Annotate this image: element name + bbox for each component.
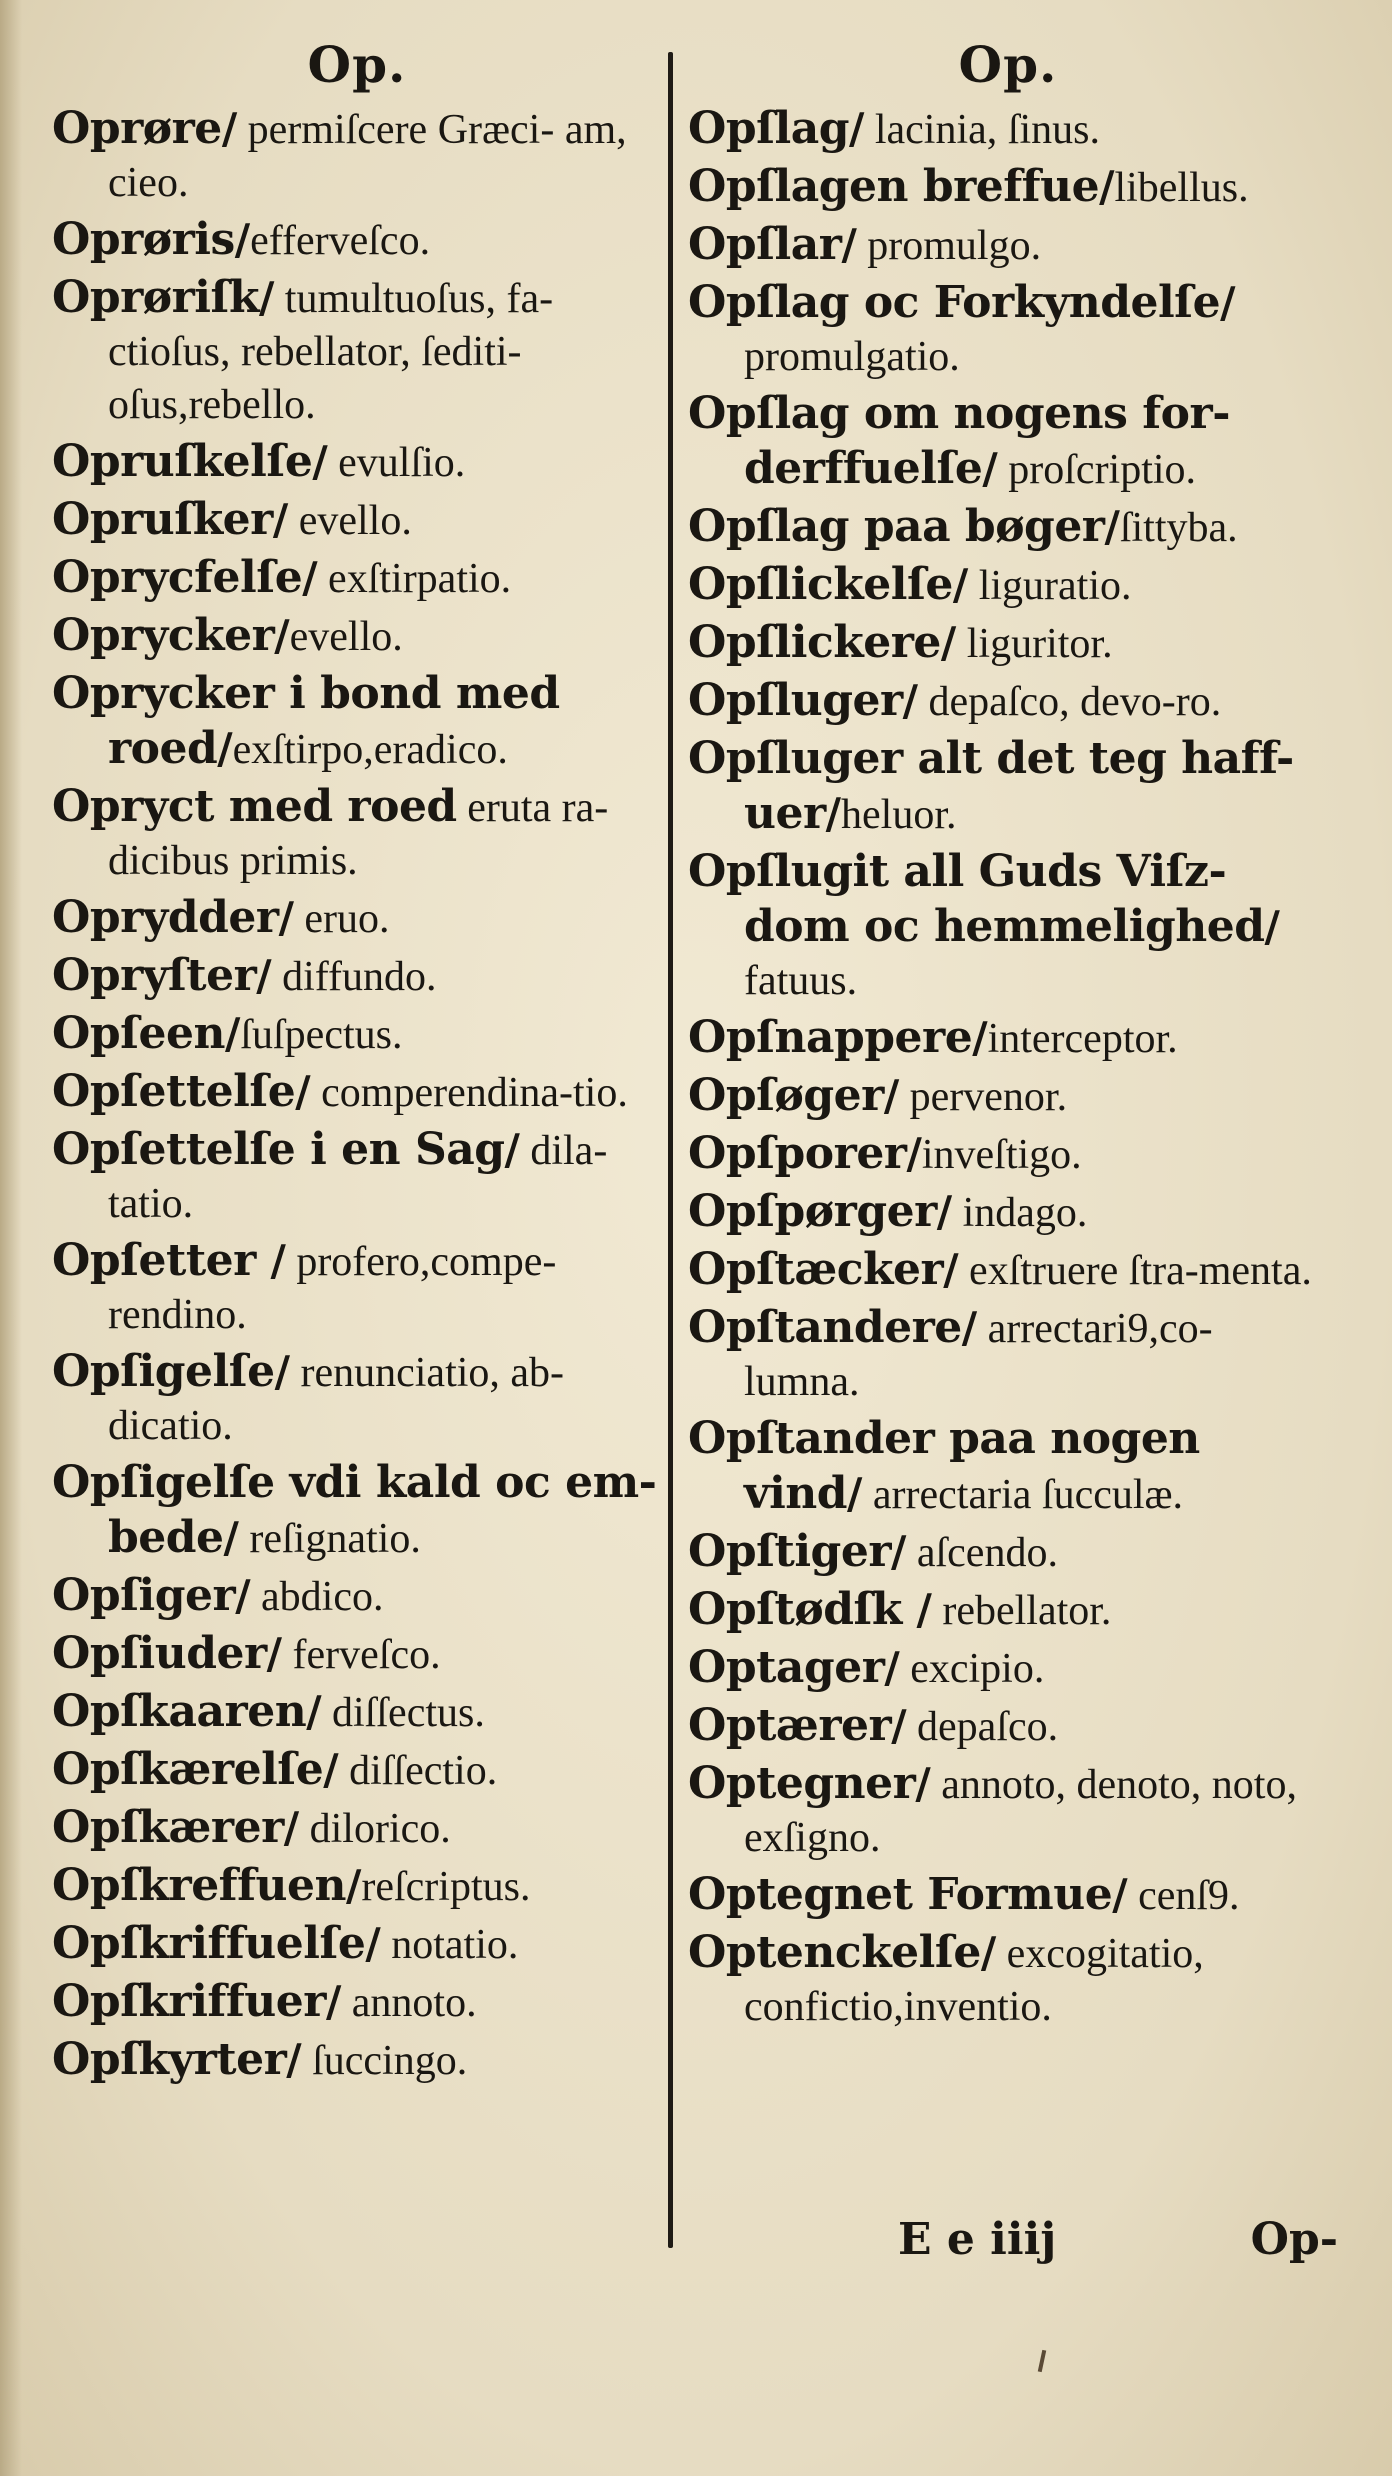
entry-definition: excogitatio, confictio,inventio. (744, 1931, 1204, 2030)
dictionary-entry (688, 558, 1328, 613)
entry-definition: interceptor. (987, 1016, 1178, 1062)
entry-headword: Opſtandere (688, 1302, 962, 1353)
dictionary-entry (52, 1456, 662, 1566)
dictionary-entry (52, 949, 662, 1004)
signature-mark: E e iiij (898, 2214, 1057, 2265)
entry-separator: / (223, 1513, 239, 1562)
entry-separator: / (884, 1643, 900, 1692)
entry-definition: diſſectus. (321, 1690, 485, 1736)
dictionary-entry (52, 435, 662, 490)
entry-headword: Opſtæcker (688, 1244, 944, 1295)
entry-headword: Opſlugit all Guds Viſz-dom oc hemmelighed (688, 846, 1265, 952)
entry-separator: / (306, 1687, 322, 1736)
entry-definition: inveſtigo. (921, 1132, 1082, 1178)
dictionary-entry (688, 500, 1328, 555)
entry-headword: Oprøris (52, 214, 235, 265)
dictionary-entry (688, 1127, 1328, 1182)
entry-separator: / (274, 1347, 290, 1396)
entry-separator: / (295, 1067, 311, 1116)
entry-separator: / (235, 1571, 251, 1620)
dictionary-entry (52, 1123, 662, 1231)
right-column (688, 30, 1328, 2037)
entry-definition: evello. (289, 614, 403, 660)
dictionary-entry (52, 891, 662, 946)
entry-headword: Opſkriffuelſe (52, 1918, 366, 1969)
entry-definition: proſcriptio. (997, 447, 1197, 493)
entry-headword: Opſkærer (52, 1802, 284, 1853)
entry-headword: Optegner (688, 1758, 916, 1809)
dictionary-entry (688, 1641, 1328, 1696)
entry-separator: / (849, 104, 865, 153)
entry-separator: / (221, 104, 238, 153)
dictionary-entry (52, 1975, 662, 2030)
entry-separator: / (891, 1701, 907, 1750)
dictionary-entry (688, 102, 1328, 157)
entry-headword: Opſlag (688, 103, 850, 154)
entry-separator: / (901, 1585, 932, 1634)
entry-definition: depaſco. (906, 1704, 1059, 1750)
entry-headword: Opſigelſe (52, 1346, 275, 1397)
left-entry-list (52, 102, 662, 2088)
entry-separator: / (980, 1928, 997, 1977)
entry-definition: comperendina-tio. (310, 1070, 628, 1116)
dictionary-entry (52, 1743, 662, 1798)
dictionary-entry (688, 1926, 1328, 2034)
page-footer (898, 2208, 1338, 2272)
entry-headword: Opſlar (688, 219, 842, 270)
dictionary-entry (688, 1757, 1328, 1865)
entry-definition: ſuccingo. (301, 2038, 468, 2084)
entry-definition: ferveſco. (282, 1632, 441, 1678)
right-entry-list (688, 102, 1328, 2034)
entry-headword: Oprydder (52, 892, 279, 943)
entry-definition: profero,compe-rendino. (108, 1239, 557, 1338)
dictionary-entry (688, 1301, 1328, 1409)
entry-definition: aſcendo. (906, 1530, 1058, 1576)
entry-headword: Oprycker (52, 610, 275, 661)
entry-headword: Opſigelſe vdi kald oc em-bede (52, 1457, 657, 1563)
dictionary-entry (688, 1868, 1328, 1923)
entry-separator: / (1112, 1870, 1128, 1919)
entry-headword: Opſkriffuer (52, 1976, 326, 2027)
entry-definition: depaſco, devo-ro. (918, 679, 1222, 725)
entry-headword: Opſporer (688, 1128, 907, 1179)
entry-definition: cenſ9. (1127, 1873, 1240, 1919)
entry-separator: / (1220, 278, 1236, 327)
entry-headword: Opſtødſk (688, 1584, 902, 1635)
dictionary-entry (52, 1801, 662, 1856)
dictionary-entry (688, 160, 1328, 215)
dictionary-entry (688, 1185, 1328, 1240)
entry-separator: / (943, 1245, 959, 1294)
entry-separator: / (225, 1009, 241, 1058)
dictionary-entry (52, 609, 662, 664)
entry-headword: Opſluger (688, 675, 903, 726)
dictionary-entry (688, 1069, 1328, 1124)
entry-separator: / (255, 1236, 286, 1285)
entry-separator: / (278, 893, 294, 942)
entry-headword: Opſiuder (52, 1628, 267, 1679)
entry-separator: / (312, 437, 328, 486)
dictionary-entry (52, 2033, 662, 2088)
entry-separator: / (841, 220, 857, 269)
entry-separator: / (883, 1071, 900, 1120)
entry-definition: diffundo. (271, 954, 437, 1000)
dictionary-entry (688, 616, 1328, 671)
entry-headword: Opruſkelſe (52, 436, 313, 487)
entry-definition: renunciatio, ab-dicatio. (108, 1350, 565, 1449)
entry-definition: lacinia, ſinus. (864, 107, 1100, 153)
dictionary-entry (52, 493, 662, 548)
entry-headword: Opſlickelſe (688, 559, 953, 610)
entry-headword: Opſlickere (688, 617, 941, 668)
entry-headword: Optegnet Formue (688, 1869, 1113, 1920)
entry-separator: / (936, 1187, 953, 1236)
entry-separator: / (1104, 502, 1120, 551)
entry-definition: evello. (288, 498, 412, 544)
entry-definition: liguritor. (956, 621, 1113, 667)
entry-definition: indago. (952, 1190, 1088, 1236)
entry-definition: liguratio. (968, 563, 1132, 609)
entry-definition: libellus. (1114, 165, 1249, 211)
entry-definition: abdico. (250, 1574, 384, 1620)
dictionary-entry (52, 1234, 662, 1342)
ink-mark (1038, 2350, 1046, 2372)
entry-headword: Opſetter (52, 1235, 256, 1286)
dictionary-entry (52, 102, 662, 210)
entry-headword: Opryſter (52, 950, 257, 1001)
entry-separator: / (323, 1745, 339, 1794)
entry-definition: dilorico. (299, 1806, 451, 1852)
entry-headword: Oprycker i bond med roed (52, 668, 560, 774)
entry-headword: Opſtiger (688, 1526, 892, 1577)
entry-separator: / (266, 1629, 283, 1678)
dictionary-entry (52, 1685, 662, 1740)
entry-headword: Opſlagen breffue (688, 161, 1100, 212)
dictionary-entry (52, 1569, 662, 1624)
column-divider-rule (668, 52, 673, 2248)
entry-headword: Opſøger (688, 1070, 884, 1121)
entry-headword: Opſettelſe (52, 1066, 296, 1117)
entry-definition: rebellator. (931, 1588, 1112, 1634)
dictionary-entry (52, 213, 662, 268)
entry-definition: ſittyba. (1119, 505, 1238, 551)
entry-headword: Opſkyrter (52, 2034, 287, 2085)
entry-headword: Opryct med roed (52, 781, 457, 832)
entry-separator: / (217, 724, 233, 773)
page-gutter-shadow (0, 0, 22, 2476)
dictionary-entry (52, 1007, 662, 1062)
dictionary-entry (688, 1011, 1328, 1066)
entry-separator: / (847, 1469, 863, 1518)
entry-definition: evulſio. (327, 440, 466, 486)
entry-separator: / (952, 560, 969, 609)
entry-definition: exſtirpo,eradico. (232, 727, 508, 773)
entry-definition: permiſcere Græci- am, cieo. (108, 107, 627, 206)
entry-headword: Opruſker (52, 494, 273, 545)
entry-headword: Opſeen (52, 1008, 225, 1059)
entry-definition: ſuſpectus. (240, 1012, 403, 1058)
left-column-header: Op. (307, 35, 407, 94)
entry-separator: / (906, 1129, 922, 1178)
entry-headword: Oprycfelſe (52, 552, 303, 603)
entry-headword: Opſkreffuen (52, 1860, 347, 1911)
dictionary-entry (688, 1243, 1328, 1298)
entry-separator: / (1099, 162, 1115, 211)
entry-separator: / (902, 676, 919, 725)
entry-definition: reſignatio. (238, 1516, 421, 1562)
entry-definition: arrectaria ſucculæ. (862, 1472, 1184, 1518)
entry-headword: Opſlag om nogens for-derffuelſe (688, 388, 1230, 494)
entry-definition: annoto. (341, 1980, 477, 2026)
entry-definition: fatuus. (744, 958, 858, 1004)
dictionary-entry (52, 1065, 662, 1120)
entry-headword: Opſkærelſe (52, 1744, 324, 1795)
entry-definition: tumultuoſus, fa-ctioſus, rebellator, ſediti-oſus,rebello. (108, 276, 554, 428)
dictionary-entry (688, 1699, 1328, 1754)
entry-separator: / (972, 1013, 988, 1062)
entry-headword: Opſnappere (688, 1012, 973, 1063)
entry-headword: Opſlag oc Forkyndelſe (688, 277, 1221, 328)
entry-separator: / (325, 1977, 342, 2026)
entry-definition: notatio. (380, 1922, 519, 1968)
dictionary-entry (688, 276, 1328, 384)
entry-headword: Optager (688, 1642, 885, 1693)
entry-definition: diſſectio. (338, 1748, 498, 1794)
dictionary-entry (52, 667, 662, 777)
catchword: Op- (1250, 2214, 1338, 2265)
dictionary-entry (688, 845, 1328, 1008)
entry-separator: / (961, 1303, 978, 1352)
entry-definition: promulgatio. (744, 334, 960, 380)
entry-headword: Opſlag paa bøger (688, 501, 1105, 552)
entry-separator: / (504, 1125, 520, 1174)
entry-headword: Opſkaaren (52, 1686, 307, 1737)
dictionary-entry (688, 1525, 1328, 1580)
entry-headword: Optærer (688, 1700, 892, 1751)
entry-separator: / (940, 618, 957, 667)
entry-separator: / (274, 611, 290, 660)
entry-separator: / (302, 553, 318, 602)
entry-separator: / (365, 1919, 381, 1968)
entry-separator: / (891, 1527, 907, 1576)
entry-headword: Oprøriſk (52, 272, 259, 323)
entry-separator: / (1264, 902, 1280, 951)
dictionary-entry (52, 551, 662, 606)
entry-headword: Opſluger alt det teg haff-uer (688, 733, 1294, 839)
dictionary-entry (688, 1583, 1328, 1638)
right-column-header: Op. (958, 35, 1058, 94)
entry-headword: Oprøre (52, 103, 222, 154)
entry-definition: arrectari9,co-lumna. (744, 1306, 1213, 1405)
entry-definition: eruo. (293, 896, 390, 942)
entry-headword: Opſpørger (688, 1186, 937, 1237)
dictionary-entry (52, 271, 662, 432)
entry-definition: eruta ra-dicibus primis. (108, 785, 609, 884)
entry-definition: annoto, denoto, noto, exſigno. (744, 1762, 1297, 1861)
entry-separator: / (256, 951, 272, 1000)
dictionary-entry (52, 780, 662, 888)
entry-separator: / (825, 789, 842, 838)
entry-definition: dila-tatio. (108, 1128, 608, 1227)
dictionary-entry (688, 674, 1328, 729)
entry-separator: / (234, 215, 251, 264)
dictionary-entry (688, 732, 1328, 842)
entry-definition: efferveſco. (250, 218, 431, 264)
entry-headword: Opſettelſe i en Sag (52, 1124, 505, 1175)
entry-definition: heluor. (841, 792, 957, 838)
entry-separator: / (272, 495, 289, 544)
dictionary-entry (52, 1917, 662, 1972)
entry-separator: / (982, 444, 998, 493)
entry-headword: Opſiger (52, 1570, 236, 1621)
entry-headword: Optenckelſe (688, 1927, 981, 1978)
dictionary-entry (52, 1627, 662, 1682)
entry-separator: / (283, 1803, 300, 1852)
left-column (52, 30, 662, 2091)
dictionary-entry (688, 387, 1328, 497)
dictionary-entry (52, 1859, 662, 1914)
entry-definition: reſcriptus. (361, 1864, 531, 1910)
entry-separator: / (346, 1861, 362, 1910)
dictionary-entry (688, 1412, 1328, 1522)
entry-definition: promulgo. (856, 223, 1042, 269)
entry-separator: / (915, 1759, 931, 1808)
entry-separator: / (286, 2035, 302, 2084)
dictionary-entry (52, 1345, 662, 1453)
entry-definition: excipio. (899, 1646, 1045, 1692)
entry-definition: exſtruere ſtra-menta. (958, 1248, 1312, 1294)
entry-separator: / (258, 273, 275, 322)
dictionary-entry (688, 218, 1328, 273)
entry-definition: exſtirpatio. (317, 556, 512, 602)
entry-definition: pervenor. (899, 1074, 1068, 1120)
entry-headword: Opſtander paa nogen vind (688, 1413, 1200, 1519)
